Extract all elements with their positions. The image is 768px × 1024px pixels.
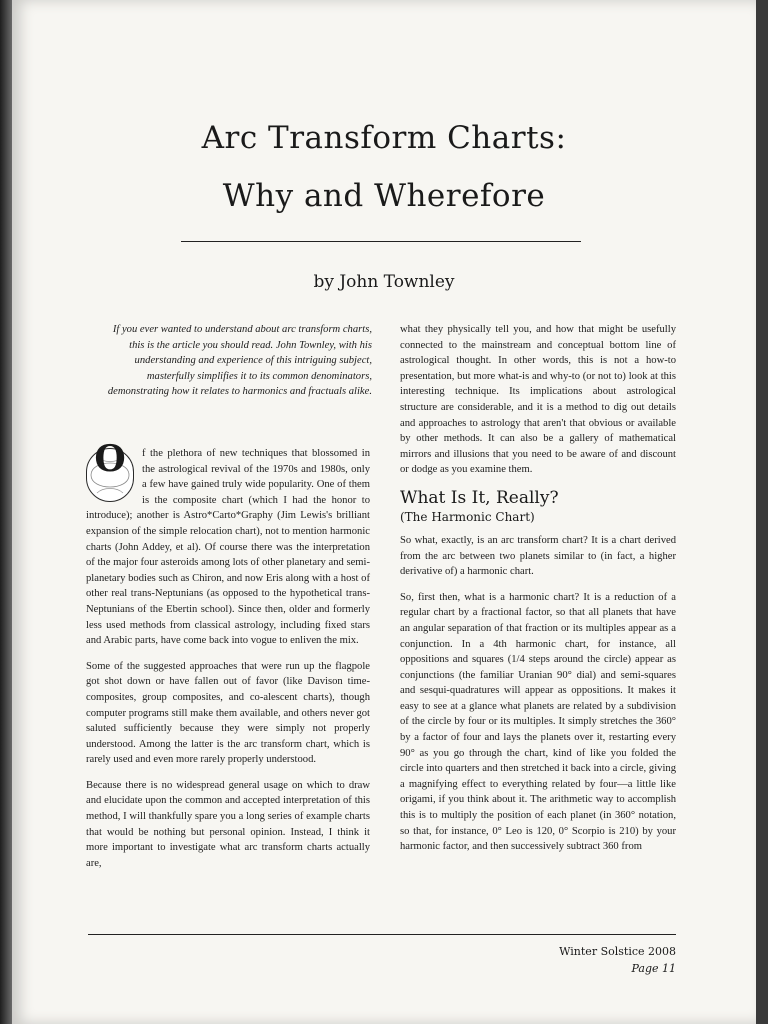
section-subheading: (The Harmonic Chart) xyxy=(400,509,535,524)
paragraph: Because there is no widespread general usage on which to draw and elucidate upon the common and accepted interpretation of this method, I will thankfully spare you a long series of example charts that would be nothing but personal opinion. Instead, I think it more important to investigate what arc transform charts actually are, xyxy=(86,779,370,869)
title-divider xyxy=(181,241,581,242)
paragraph: f the plethora of new techniques that blossomed in the astrological revival of the 1970s and 1980s, only a few have gained truly wide popularity. One of them is the composite chart (which I had the honor to introduce); another is Astro*Carto*Graphy (Jim Lewis's brilliant expansion of the simple relocation chart), not to mention harmonic charts (John Addey, et al). Of course there was the interpretation of the major four asteroids among lots of other planetary and semi-planetary bodies such as Chiron, and now Eris along with a host of other real trans-Neptunians (as opposed to the hypothetical trans-Neptunians of the Ebertin school). Since then, older and formerly less used methods from classical astrology, including fixed stars and Arabic parts, have come back into vogue to enliven the mix. xyxy=(86,448,370,647)
article-intro: If you ever wanted to understand about arc transform charts, this is the article you should read. John Townley, with his understanding and experience of this intriguing subject, masterfully simplifies it to its common denominators, demonstrating how it relates to harmonics and fractuals alike. xyxy=(107,324,372,398)
paragraph: So what, exactly, is an arc transform chart? It is a chart derived from the arc between two planets similar to (in fact, a higher derivative of) a harmonic chart. xyxy=(400,534,676,578)
left-column xyxy=(86,438,370,881)
right-column xyxy=(400,322,676,865)
section-heading: What Is It, Really? xyxy=(400,487,559,508)
ornamental-dropcap xyxy=(86,438,134,502)
footer-divider xyxy=(88,934,676,935)
article-title-line-1: Arc Transform Charts: xyxy=(201,120,567,156)
paragraph: So, first then, what is a harmonic chart? It is a reduction of a regular chart by a fractional factor, so that all planets that have an angular separation of that fraction or its multiples appear as a conjunction. In a 4th harmonic chart, for instance, all oppositions and squares (1/4 steps around the circle) appear as conjunctions (the familiar Uranian 90° dial) and semi-squares and sesqui-quadratures will appear as oppositions. It makes it easy to see at a glance what planets are related by a subdivision of the circle by four or its multiples. It simply stretches the 360° by a factor of four and lays the planets over it, restarting every 90° as you go through the chart, kind of like you folded the circle into quarters and then stretched it back into a circle, giving a magnifying effect to everything related by four—a little like origami, if you think about it. The arithmetic way to accomplish this is to multiply the position of each planet (in 360° notation, so that, for instance, 0° Leo is 120, 0° Scorpio is 210) by your harmonic factor, and then successively subtract 360 from xyxy=(400,591,676,853)
dropcap-letter: O xyxy=(94,438,126,480)
paragraph: what they physically tell you, and how that might be usefully connected to the mainstream and conceptual bottom line of astrological thought. In other words, this is not a how-to presentation, but more what-is and why-to (or not to) look at this interesting technique. Its implications about astrological structure are considerable, and it is a method to dig out details and approaches to astrology that aren't that obvious or available by other methods. It can also be a gallery of mathematical mirrors and illusions that you need to be aware of and discount or dodge as you examine them. xyxy=(400,324,676,476)
page-number: Page 11 xyxy=(631,962,676,975)
author-byline: by John Townley xyxy=(313,272,455,292)
issue-label: Winter Solstice 2008 xyxy=(559,945,676,958)
article-title-line-2: Why and Wherefore xyxy=(222,178,546,214)
paragraph: Some of the suggested approaches that were run up the flagpole got shot down or have fallen out of favor (like Davison time-composites, group composites, and co-alescent charts), though computer programs still make them available, and others never got saluted sufficiently because they were simply not properly understood. Among the latter is the arc transform chart, which is rarely used and even more rarely properly understood. xyxy=(86,660,370,766)
